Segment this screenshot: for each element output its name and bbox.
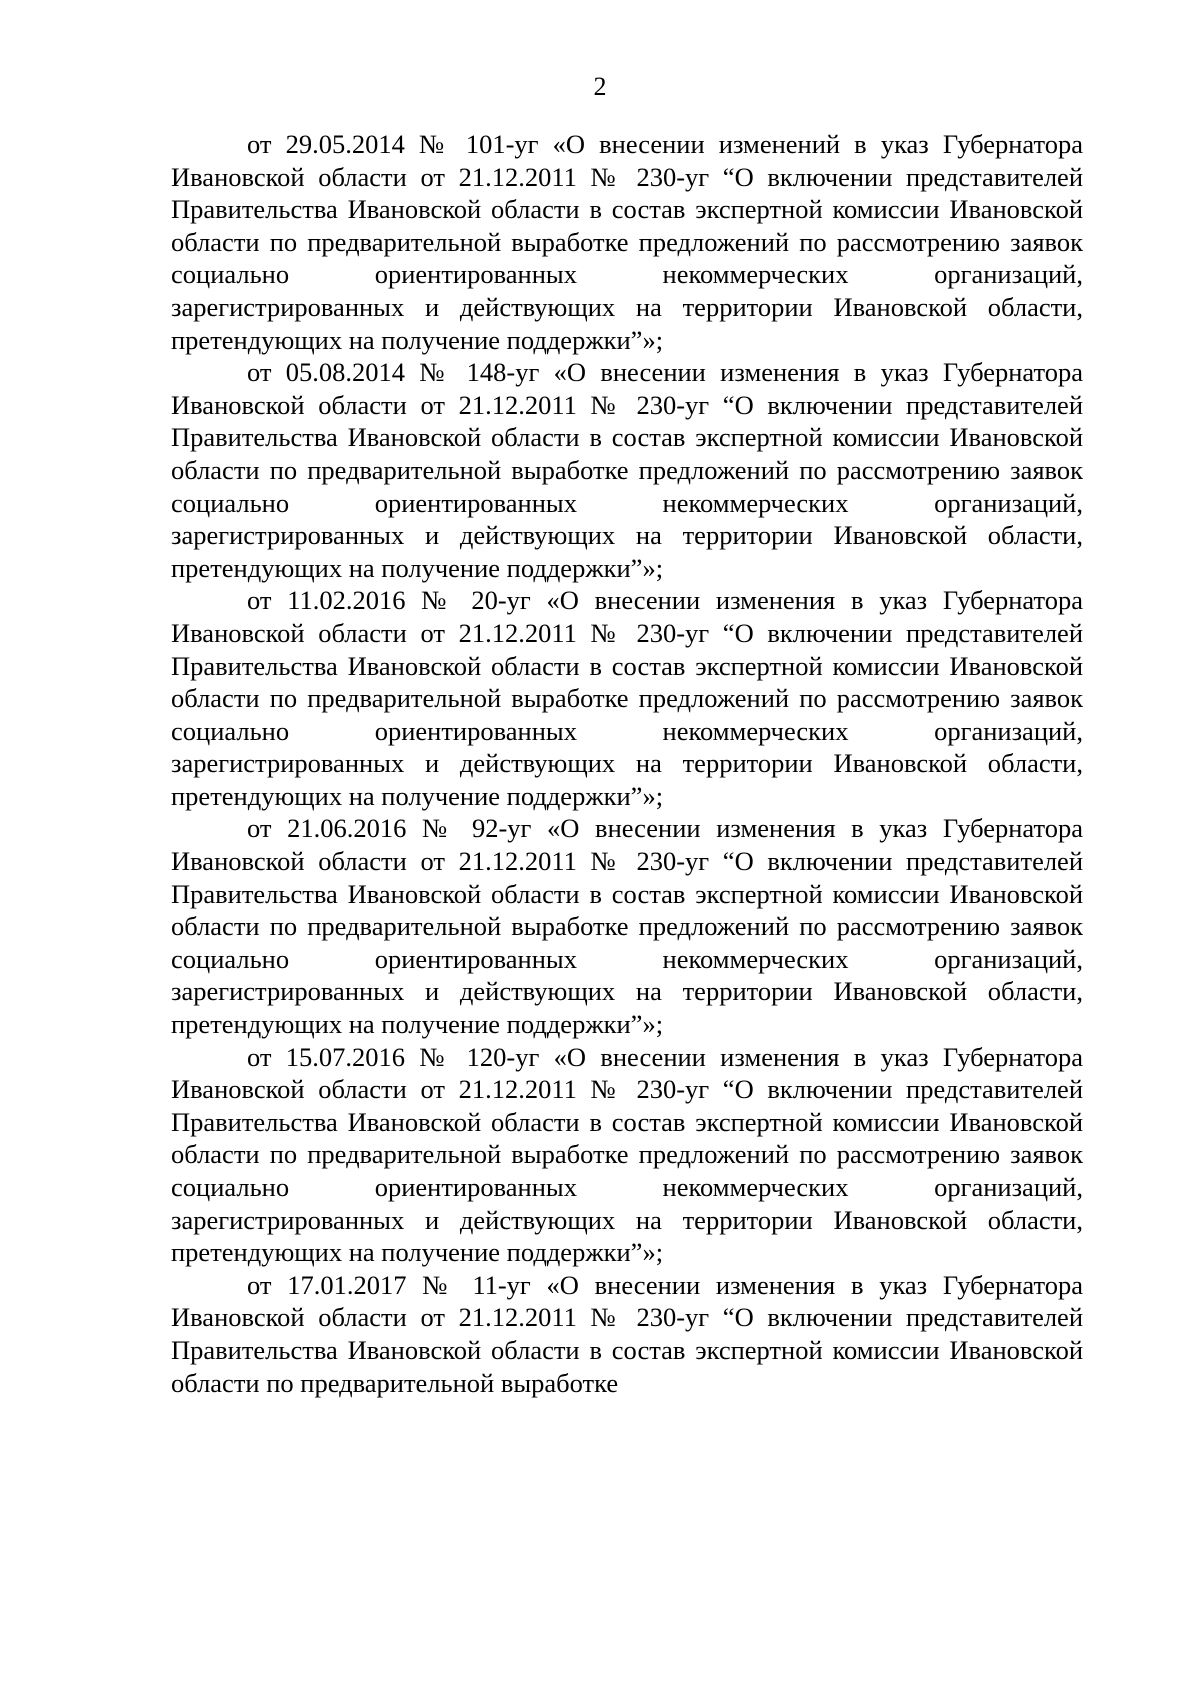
decree-paragraph: от 21.06.2016 № 92-уг «О внесении изменения в указ Губернатора Ивановской области от 21.12.2011 № 230-уг “О включении представителей Правительства Ивановской области в состав экспертной комиссии Ивановской области по предварительной выработке предложений по рассмотрению заявок социально ориентированных некоммерческих организаций, зарегистрированных и действующих на территории Ивановской области, претендующих на получение поддержки”»; (171, 813, 1083, 1040)
decree-paragraph: от 29.05.2014 № 101-уг «О внесении изменений в указ Губернатора Ивановской области от 21.12.2011 № 230-уг “О включении представителей Правительства Ивановской области в состав экспертной комиссии Ивановской области по предварительной выработке предложений по рассмотрению заявок социально ориентированных некоммерческих организаций, зарегистрированных и действующих на территории Ивановской области, претендующих на получение поддержки”»; (171, 129, 1083, 355)
page-number: 2 (593, 72, 607, 101)
decree-paragraph: от 17.01.2017 № 11-уг «О внесении изменения в указ Губернатора Ивановской области от 21.12.2011 № 230-уг “О включении представителей Правительства Ивановской области в состав экспертной комиссии Ивановской области по предварительной выработке (171, 1269, 1083, 1398)
decree-paragraph: от 15.07.2016 № 120-уг «О внесении изменения в указ Губернатора Ивановской области от 21.12.2011 № 230-уг “О включении представителей Правительства Ивановской области в состав экспертной комиссии Ивановской области по предварительной выработке предложений по рассмотрению заявок социально ориентированных некоммерческих организаций, зарегистрированных и действующих на территории Ивановской области, претендующих на получение поддержки”»; (171, 1041, 1083, 1268)
document-body (171, 128, 1083, 1399)
decree-paragraph: от 05.08.2014 № 148-уг «О внесении изменения в указ Губернатора Ивановской области от 21.12.2011 № 230-уг “О включении представителей Правительства Ивановской области в состав экспертной комиссии Ивановской области по предварительной выработке предложений по рассмотрению заявок социально ориентированных некоммерческих организаций, зарегистрированных и действующих на территории Ивановской области, претендующих на получение поддержки”»; (171, 357, 1083, 583)
decree-paragraph: от 11.02.2016 № 20-уг «О внесении изменения в указ Губернатора Ивановской области от 21.12.2011 № 230-уг “О включении представителей Правительства Ивановской области в состав экспертной комиссии Ивановской области по предварительной выработке предложений по рассмотрению заявок социально ориентированных некоммерческих организаций, зарегистрированных и действующих на территории Ивановской области, претендующих на получение поддержки”»; (171, 585, 1083, 811)
